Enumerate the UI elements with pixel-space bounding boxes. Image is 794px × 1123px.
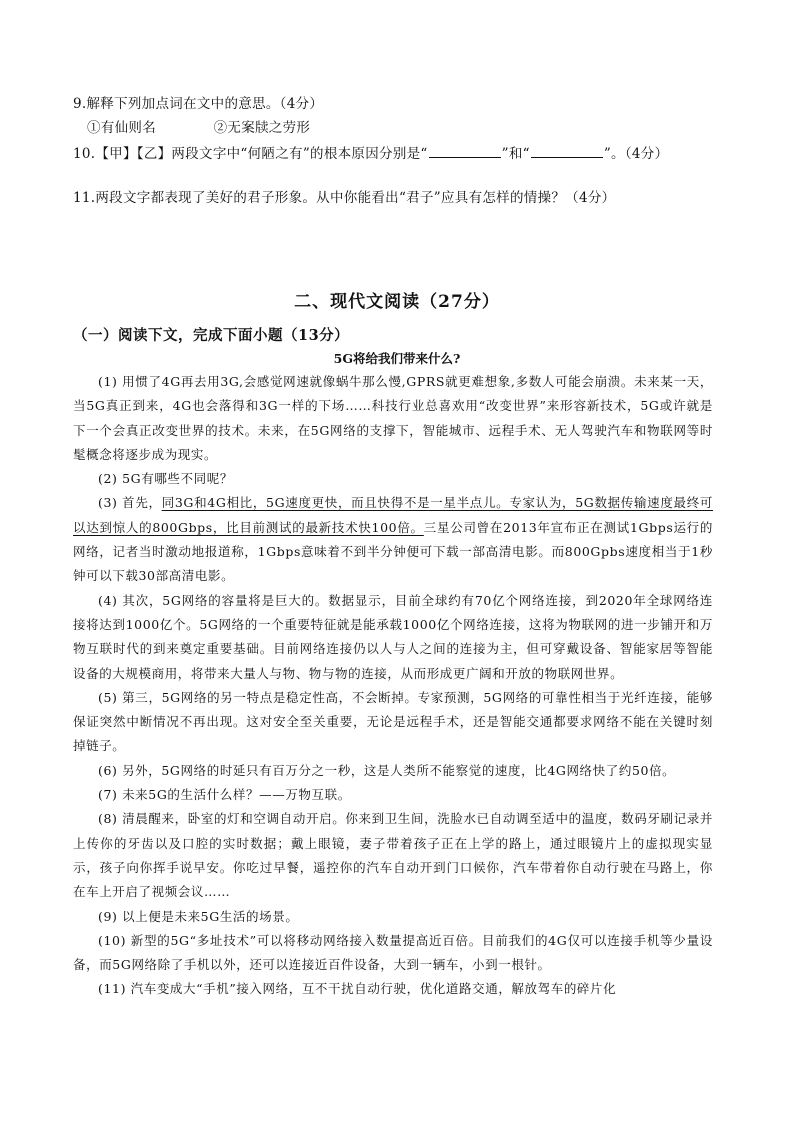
section-title: 二、现代文阅读（27分） [294, 292, 500, 312]
answer-blank-1[interactable] [429, 143, 501, 158]
paragraph-8: (8) 清晨醒来，卧室的灯和空调自动开启。你来到卫生间，洗脸水已自动调至适中的温度，数码牙刷记录并上传你的牙齿以及口腔的实时数据；戴上眼镜，妻子带着孩子正在上学的路上，通过眼镜片上的虚拟现实显示，孩子向你挥手说早安。你吃过早餐，遥控你的汽车自动开到门口候你，汽车带着你自动行驶在马路上，你在车上开启了视频会议…… [73, 811, 713, 900]
paragraph-9: (9) 以上便是未来5G生活的场景。 [98, 908, 299, 924]
question-10 [73, 142, 709, 166]
paragraph-2: (2) 5G有哪些不同呢？ [98, 471, 233, 487]
paragraph-3-intro: (3) 首先， [98, 495, 162, 511]
paragraph-3-underlined: 同3G和4G相比，5G速度更快，而且快得不是一星半点儿。专家认为，5G数据传输速度最终可以达到惊人的800Gbps，比目前测试的最新技术快100倍。 [73, 495, 713, 535]
paragraph-3 [73, 491, 713, 588]
question-11: 11.两段文字都表现了美好的君子形象。从中你能看出“君子”应具有怎样的情操？（4分） [73, 190, 616, 206]
article-title: 5G将给我们带来什么? [333, 351, 461, 366]
question-10-middle: ”和“ [501, 146, 530, 162]
question-10-prefix: 10.【甲】【乙】两段文字中“何陋之有”的根本原因分别是“ [73, 146, 428, 162]
question-9-items [87, 116, 723, 140]
reading-subtitle: （一）阅读下文，完成下面小题（13分） [73, 327, 350, 344]
article-body [73, 370, 713, 1002]
question-9-item-2: ②无案牍之劳形 [213, 120, 311, 136]
question-9: 9.解释下列加点词在文中的意思。（4分） [73, 96, 324, 112]
paragraph-7: (7) 未来5G的生活什么样？——万物互联。 [98, 787, 351, 803]
paragraph-5: (5) 第三，5G网络的另一特点是稳定性高，不会断掉。专家预测，5G网络的可靠性相当于光纤连接，能够保证突然中断情况不再出现。这对安全至关重要，无论是远程手术，还是智能交通都要求网络不能在关键时刻掉链子。 [73, 689, 713, 754]
paragraph-10: (10) 新型的5G“多址技术”可以将移动网络接入数量提高近百倍。目前我们的4G仅可以连接手机等少量设备，而5G网络除了手机以外，还可以连接近百件设备，大到一辆车，小到一根针。 [73, 932, 713, 973]
question-10-suffix: ”。（4分） [603, 146, 669, 162]
paragraph-1: (1) 用惯了4G再去用3G,会感觉网速就像蜗牛那么慢,GPRS就更难想象,多数人可能会崩溃。未来某一天，当5G真正到来，4G也会落得和3G一样的下场……科技行业总喜欢用“改变世界”来形容新技术，5G或许就是下一个会真正改变世界的技术。未来，在5G网络的支撑下，智能城市、远程手术、无人驾驶汽车和物联网等时髦概念将逐步成为现实。 [73, 374, 713, 462]
paragraph-4: (4) 其次，5G网络的容量将是巨大的。数据显示，目前全球约有70亿个网络连接，到2020年全球网络连接将达到1000亿个。5G网络的一个重要特征就是能承载1000亿个网络连接，这将为物联网的进一步铺开和万物互联时代的到来奠定重要基础。目前网络连接仍以人与人之间的连接为主，但可穿戴设备、智能家居等智能设备的大规模商用，将带来大量人与物、物与物的连接，从而形成更广阔和开放的物联网世界。 [73, 592, 713, 681]
paragraph-6: (6) 另外，5G网络的时延只有百万分之一秒，这是人类所不能察觉的速度，比4G网络快了约50倍。 [98, 762, 676, 778]
paragraph-11: (11) 汽车变成大“手机”接入网络，互不干扰自动行驶，优化道路交通，解放驾车的碎片化 [98, 981, 617, 997]
paragraph-3-rest: 三星公司曾在2013年宣布正在测试1Gbps运行的网络，记者当时激动地报道称，1Gbps意味着不到半分钟便可下载一部高清电影。而800Gpbs速度相当于1秒钟可以下载30部高清电影。 [73, 519, 713, 584]
question-9-item-1: ①有仙则名 [87, 120, 156, 136]
answer-blank-2[interactable] [531, 143, 603, 158]
